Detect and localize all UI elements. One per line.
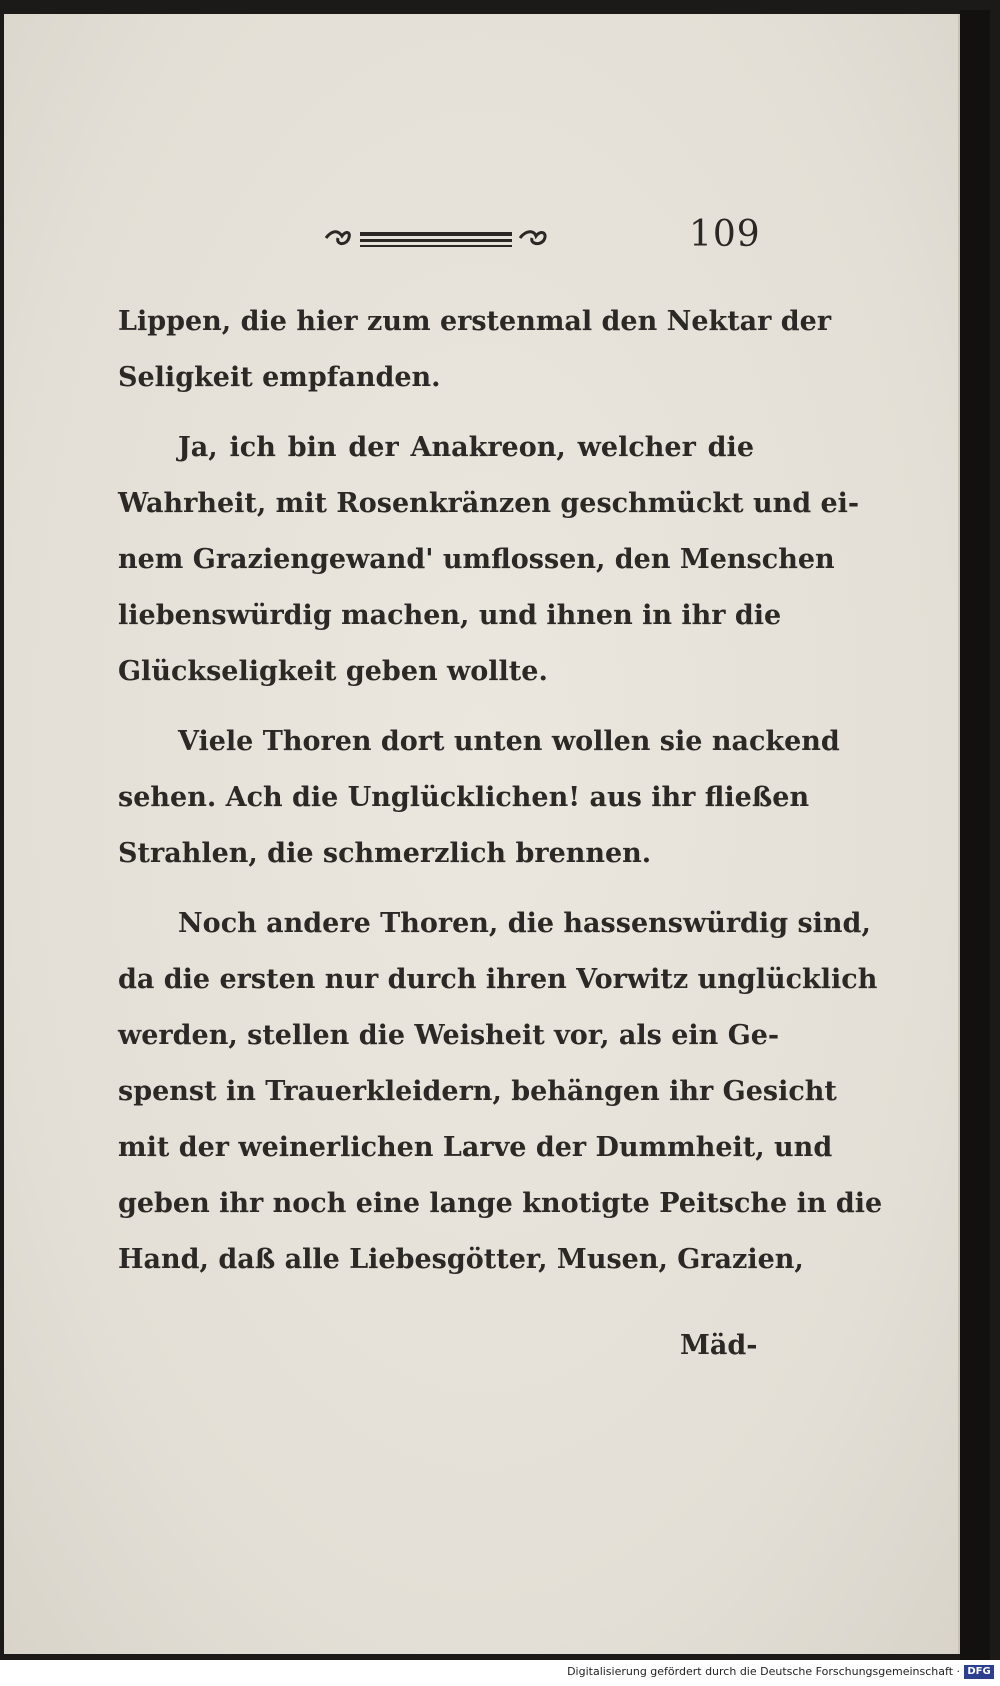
dfg-logo: DFG (964, 1665, 994, 1679)
text-line: Ja, ich bin der Anakreon, welcher die (178, 432, 754, 463)
page-number: 109 (689, 214, 761, 255)
page-header (294, 214, 761, 274)
text-line: werden, stellen die Weisheit vor, als ein Ge- (118, 1020, 780, 1051)
text-line: Lippen, die hier zum erstenmal den Nektar der (118, 306, 832, 337)
text-line: Seligkeit empfanden. (118, 362, 441, 393)
text-line: geben ihr noch eine lange knotigte Peitsche in die (118, 1188, 883, 1219)
text-line: nem Graziengewand' umflossen, den Menschen (118, 544, 835, 575)
ornament-rule (324, 224, 554, 254)
book-page (4, 14, 960, 1654)
text-line: liebenswürdig machen, und ihnen in ihr die (118, 600, 782, 631)
text-line: Glückseligkeit geben wollte. (118, 656, 548, 687)
text-line: mit der weinerlichen Larve der Dummheit, und (118, 1132, 833, 1163)
page-edge-shadow (960, 10, 990, 1660)
text-line: sehen. Ach die Unglücklichen! aus ihr fließen (118, 782, 810, 813)
dfg-credit-text: Digitalisierung gefördert durch die Deutsche Forschungsgemeinschaft · (567, 1665, 960, 1678)
digitization-footer (0, 1660, 1000, 1686)
text-line: Wahrheit, mit Rosenkränzen geschmückt und ei- (118, 488, 860, 519)
text-line: spenst in Trauerkleidern, behängen ihr Gesicht (118, 1076, 837, 1107)
catchword: Mäd- (680, 1330, 758, 1361)
text-line: Strahlen, die schmerzlich brennen. (118, 838, 652, 869)
text-line: Noch andere Thoren, die hassenswürdig sind, (178, 908, 871, 939)
page-body (118, 294, 883, 1288)
text-line: da die ersten nur durch ihren Vorwitz unglücklich (118, 964, 878, 995)
text-line: Hand, daß alle Liebesgötter, Musen, Grazien, (118, 1244, 804, 1275)
text-line: Viele Thoren dort unten wollen sie nackend (178, 726, 840, 757)
